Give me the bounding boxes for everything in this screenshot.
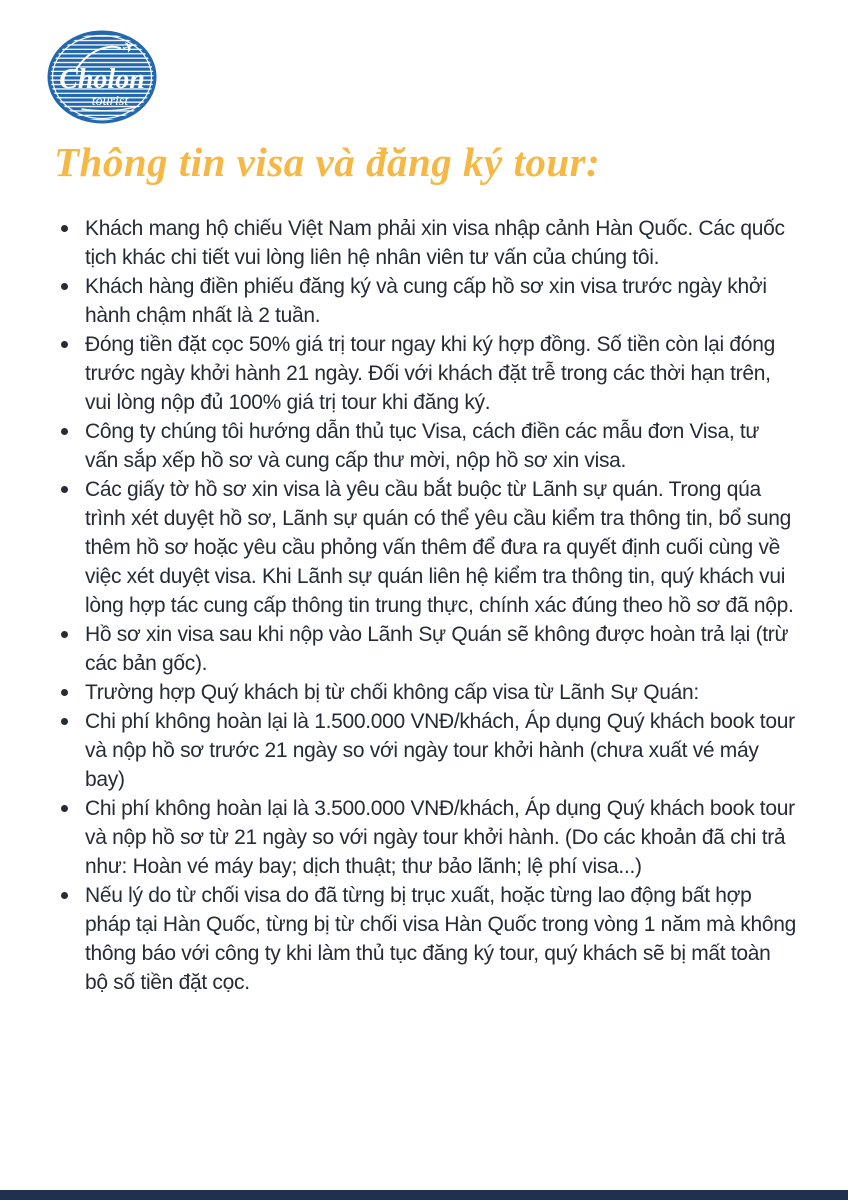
footer-bar [0,1190,848,1200]
visa-info-list [58,214,796,997]
airplane-icon: ✈ [119,37,138,58]
list-item: Khách mang hộ chiếu Việt Nam phải xin visa nhập cảnh Hàn Quốc. Các quốc tịch khác chi tiết vui lòng liên hệ nhân viên tư vấn của chúng tôi. [58,214,796,272]
list-item: Trường hợp Quý khách bị từ chối không cấp visa từ Lãnh Sự Quán: [58,678,796,707]
list-item: Hồ sơ xin visa sau khi nộp vào Lãnh Sự Quán sẽ không được hoàn trả lại (trừ các bản gốc). [58,620,796,678]
logo-brand-text: Cholon [59,64,145,95]
logo-tagline-text: tourist [91,94,129,109]
logo-graphic [46,28,158,126]
page-title: Thông tin visa và đăng ký tour: [54,139,601,185]
list-item: Chi phí không hoàn lại là 3.500.000 VNĐ/khách, Áp dụng Quý khách book tour và nộp hồ sơ từ 21 ngày so với ngày tour khởi hành. (Do các khoản đã chi trả như: Hoàn vé máy bay; dịch thuật; thư bảo lãnh; lệ phí visa...) [58,794,796,881]
list-item: Các giấy tờ hồ sơ xin visa là yêu cầu bắt buộc từ Lãnh sự quán. Trong qúa trình xét duyệt hồ sơ, Lãnh sự quán có thể yêu cầu kiểm tra thông tin, bổ sung thêm hồ sơ hoặc yêu cầu phỏng vấn thêm để đưa ra quyết định cuối cùng về việc xét duyệt visa. Khi Lãnh sự quán liên hệ kiểm tra thông tin, quý khách vui lòng hợp tác cung cấp thông tin trung thực, chính xác đúng theo hồ sơ đã nộp. [58,475,796,620]
list-item: Khách hàng điền phiếu đăng ký và cung cấp hồ sơ xin visa trước ngày khởi hành chậm nhất là 2 tuần. [58,272,796,330]
list-item: Công ty chúng tôi hướng dẫn thủ tục Visa, cách điền các mẫu đơn Visa, tư vấn sắp xếp hồ sơ và cung cấp thư mời, nộp hồ sơ xin visa. [58,417,796,475]
list-item: Đóng tiền đặt cọc 50% giá trị tour ngay khi ký hợp đồng. Số tiền còn lại đóng trước ngày khởi hành 21 ngày. Đối với khách đặt trễ trong các thời hạn trên, vui lòng nộp đủ 100% giá trị tour khi đăng ký. [58,330,796,417]
cholon-tourist-logo [46,28,158,126]
list-item: Nếu lý do từ chối visa do đã từng bị trục xuất, hoặc từng lao động bất hợp pháp tại Hàn Quốc, từng bị từ chối visa Hàn Quốc trong vòng 1 năm mà không thông báo với công ty khi làm thủ tục đăng ký tour, quý khách sẽ bị mất toàn bộ số tiền đặt cọc. [58,881,796,997]
list-item: Chi phí không hoàn lại là 1.500.000 VNĐ/khách, Áp dụng Quý khách book tour và nộp hồ sơ trước 21 ngày so với ngày tour khởi hành (chưa xuất vé máy bay) [58,707,796,794]
